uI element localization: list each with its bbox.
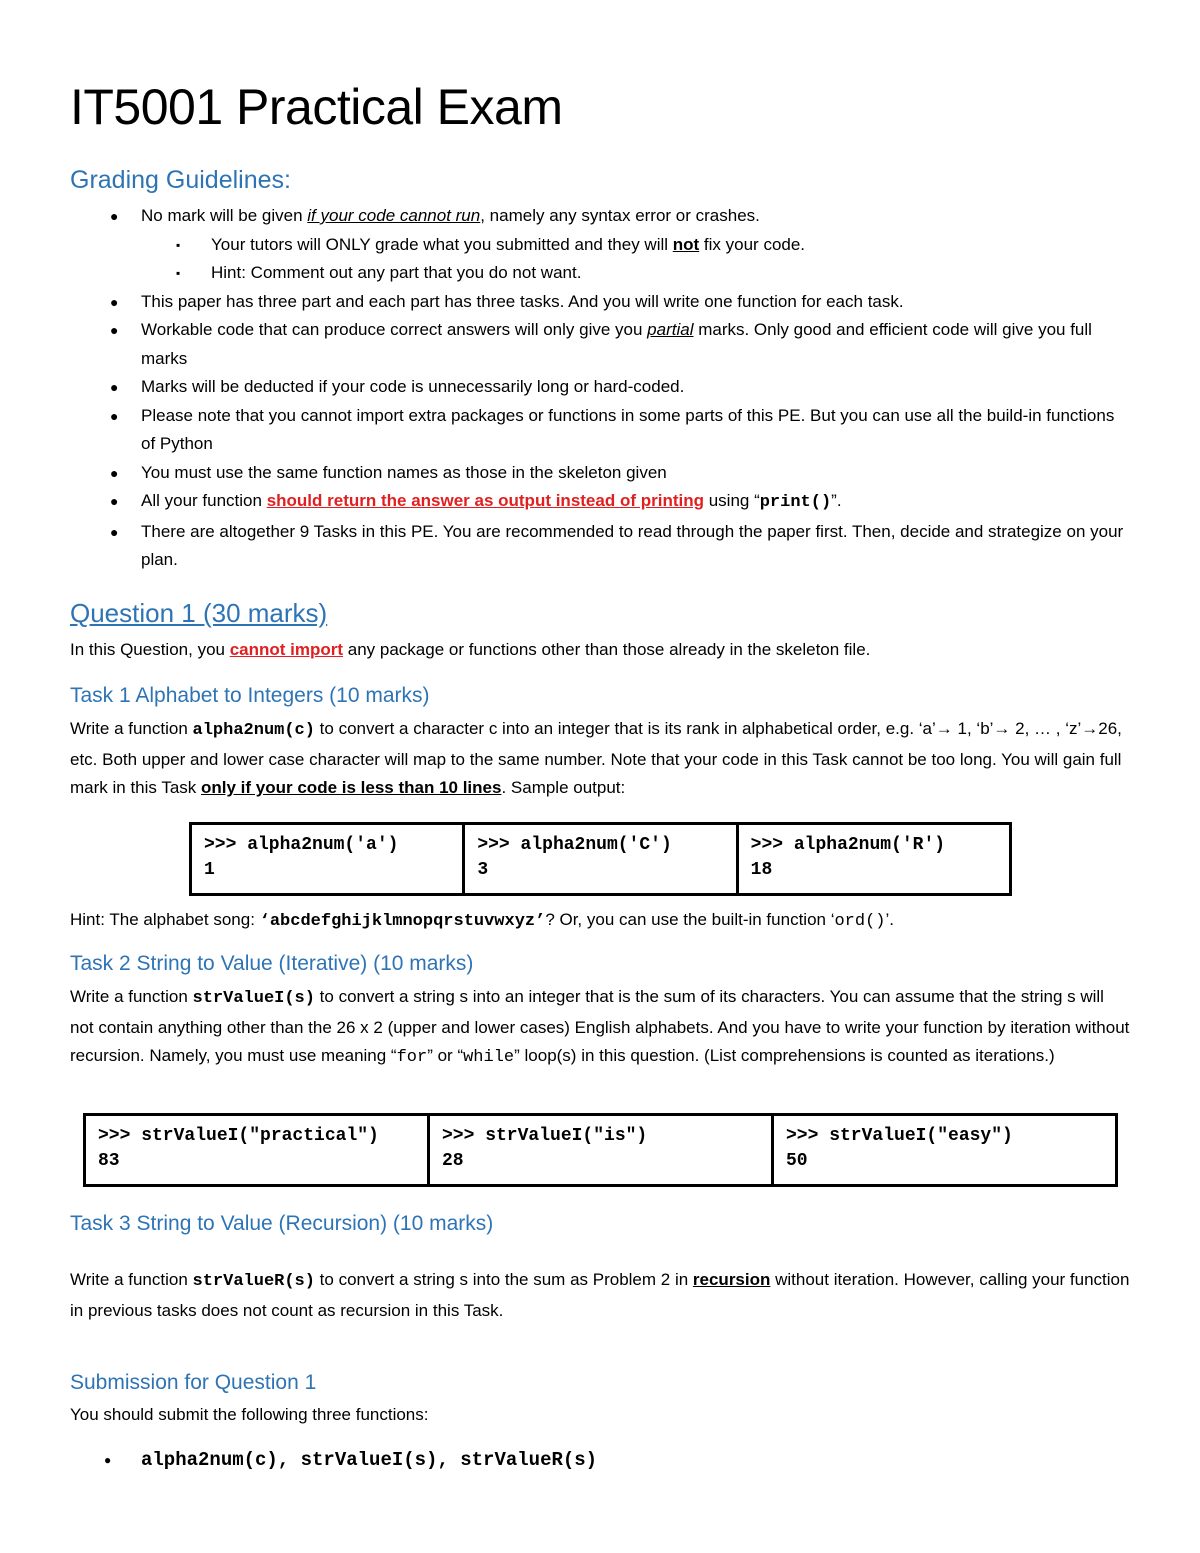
list-item: ▪ Your tutors will ONLY grade what you submitted and they will not fix your code. [0,231,1131,260]
bullet-icon: ▪ [176,266,181,280]
task-2-text: Write a function strValueI(s) to convert a string s into an integer that is the sum of its characters. You can assume that the string s will not contain anything other than the 26 x 2 (upper and lower cases) English alphabets. And you have to write your function by iteration without recursion. Namely, you must use meaning “for” or “while” loop(s) in this question. (List comprehensions is counted as iterations.) [70,987,1130,1067]
list-item: ● You must use the same function names as those in the skeleton given [0,459,1131,488]
list-item: ● All your function should return the answer as output instead of printing using “print()”. [0,487,1131,518]
bullet-icon: ● [110,493,119,509]
bullet-icon: ● [110,293,119,310]
submission-heading: Submission for Question 1 [70,1371,317,1394]
question-1-intro: In this Question, you cannot import any package or functions other than those already in the skeleton file. [70,640,871,659]
task-1-sample-table [189,822,1012,896]
sample-cell: >>> strValueI("is") 28 [429,1115,773,1186]
grading-list [0,202,1131,575]
question-1-heading: Question 1 (30 marks) [70,598,328,628]
page-title: IT5001 Practical Exam [70,79,563,135]
task-1-text: Write a function alpha2num(c) to convert a character c into an integer that is its rank in alphabetical order, e.g. ‘a’→ 1, ‘b’→ 2, … , ‘z’→26, etc. Both upper and lower case character will map to the same number. Note that your code in this Task cannot be too long. You will gain full mark in this Task only if your code is less than 10 lines. Sample output: [70,719,1122,797]
bullet-icon: ● [110,464,119,481]
bullet-icon: ● [110,379,119,395]
list-item: ● Marks will be deducted if your code is unnecessarily long or hard-coded. [0,373,1131,402]
task-1-hint: Hint: The alphabet song: ‘abcdefghijklmnopqrstuvwxyz’? Or, you can use the built-in function ‘ord()’. [70,910,894,931]
task-2-heading: Task 2 String to Value (Iterative) (10 marks) [70,952,474,975]
task-2-sample-table [83,1113,1118,1187]
grading-heading: Grading Guidelines: [70,166,291,194]
list-item: ● Please note that you cannot import extra packages or functions in some parts of this PE. But you can use all the build-in functions of Python [0,402,1131,459]
list-item: ● Workable code that can produce correct answers will only give you partial marks. Only good and efficient code will give you full marks [0,316,1131,373]
bullet-icon: ▪ [176,237,181,252]
sample-cell: >>> alpha2num('a') 1 [191,824,464,895]
list-item: ● This paper has three part and each part has three tasks. And you will write one function for each task. [0,288,1131,317]
bullet-icon: ● [110,407,119,424]
sample-cell: >>> strValueI("easy") 50 [773,1115,1117,1186]
bullet-icon: ● [110,322,119,338]
list-item: ● There are altogether 9 Tasks in this PE. You are recommended to read through the paper first. Then, decide and strategize on your plan. [0,518,1131,575]
sample-cell: >>> alpha2num('C') 3 [464,824,737,895]
sample-cell: >>> alpha2num('R') 18 [737,824,1010,895]
bullet-icon: ● [110,523,119,540]
bullet-icon: ● [104,1453,112,1467]
list-item: ● No mark will be given if your code cannot run, namely any syntax error or crashes. [0,202,1131,231]
task-3-text: Write a function strValueR(s) to convert a string s into the sum as Problem 2 in recursion without iteration. However, calling your function in previous tasks does not count as recursion in this Task. [70,1270,1130,1320]
sample-cell: >>> strValueI("practical") 83 [85,1115,429,1186]
task-1-heading: Task 1 Alphabet to Integers (10 marks) [70,684,430,707]
list-item: ▪ Hint: Comment out any part that you do not want. [0,259,1131,288]
bullet-icon: ● [110,208,119,224]
submission-text: You should submit the following three functions: [70,1405,429,1424]
submission-functions: ● alpha2num(c), strValueI(s), strValueR(s) [0,1446,1200,1475]
task-3-heading: Task 3 String to Value (Recursion) (10 marks) [70,1212,494,1235]
